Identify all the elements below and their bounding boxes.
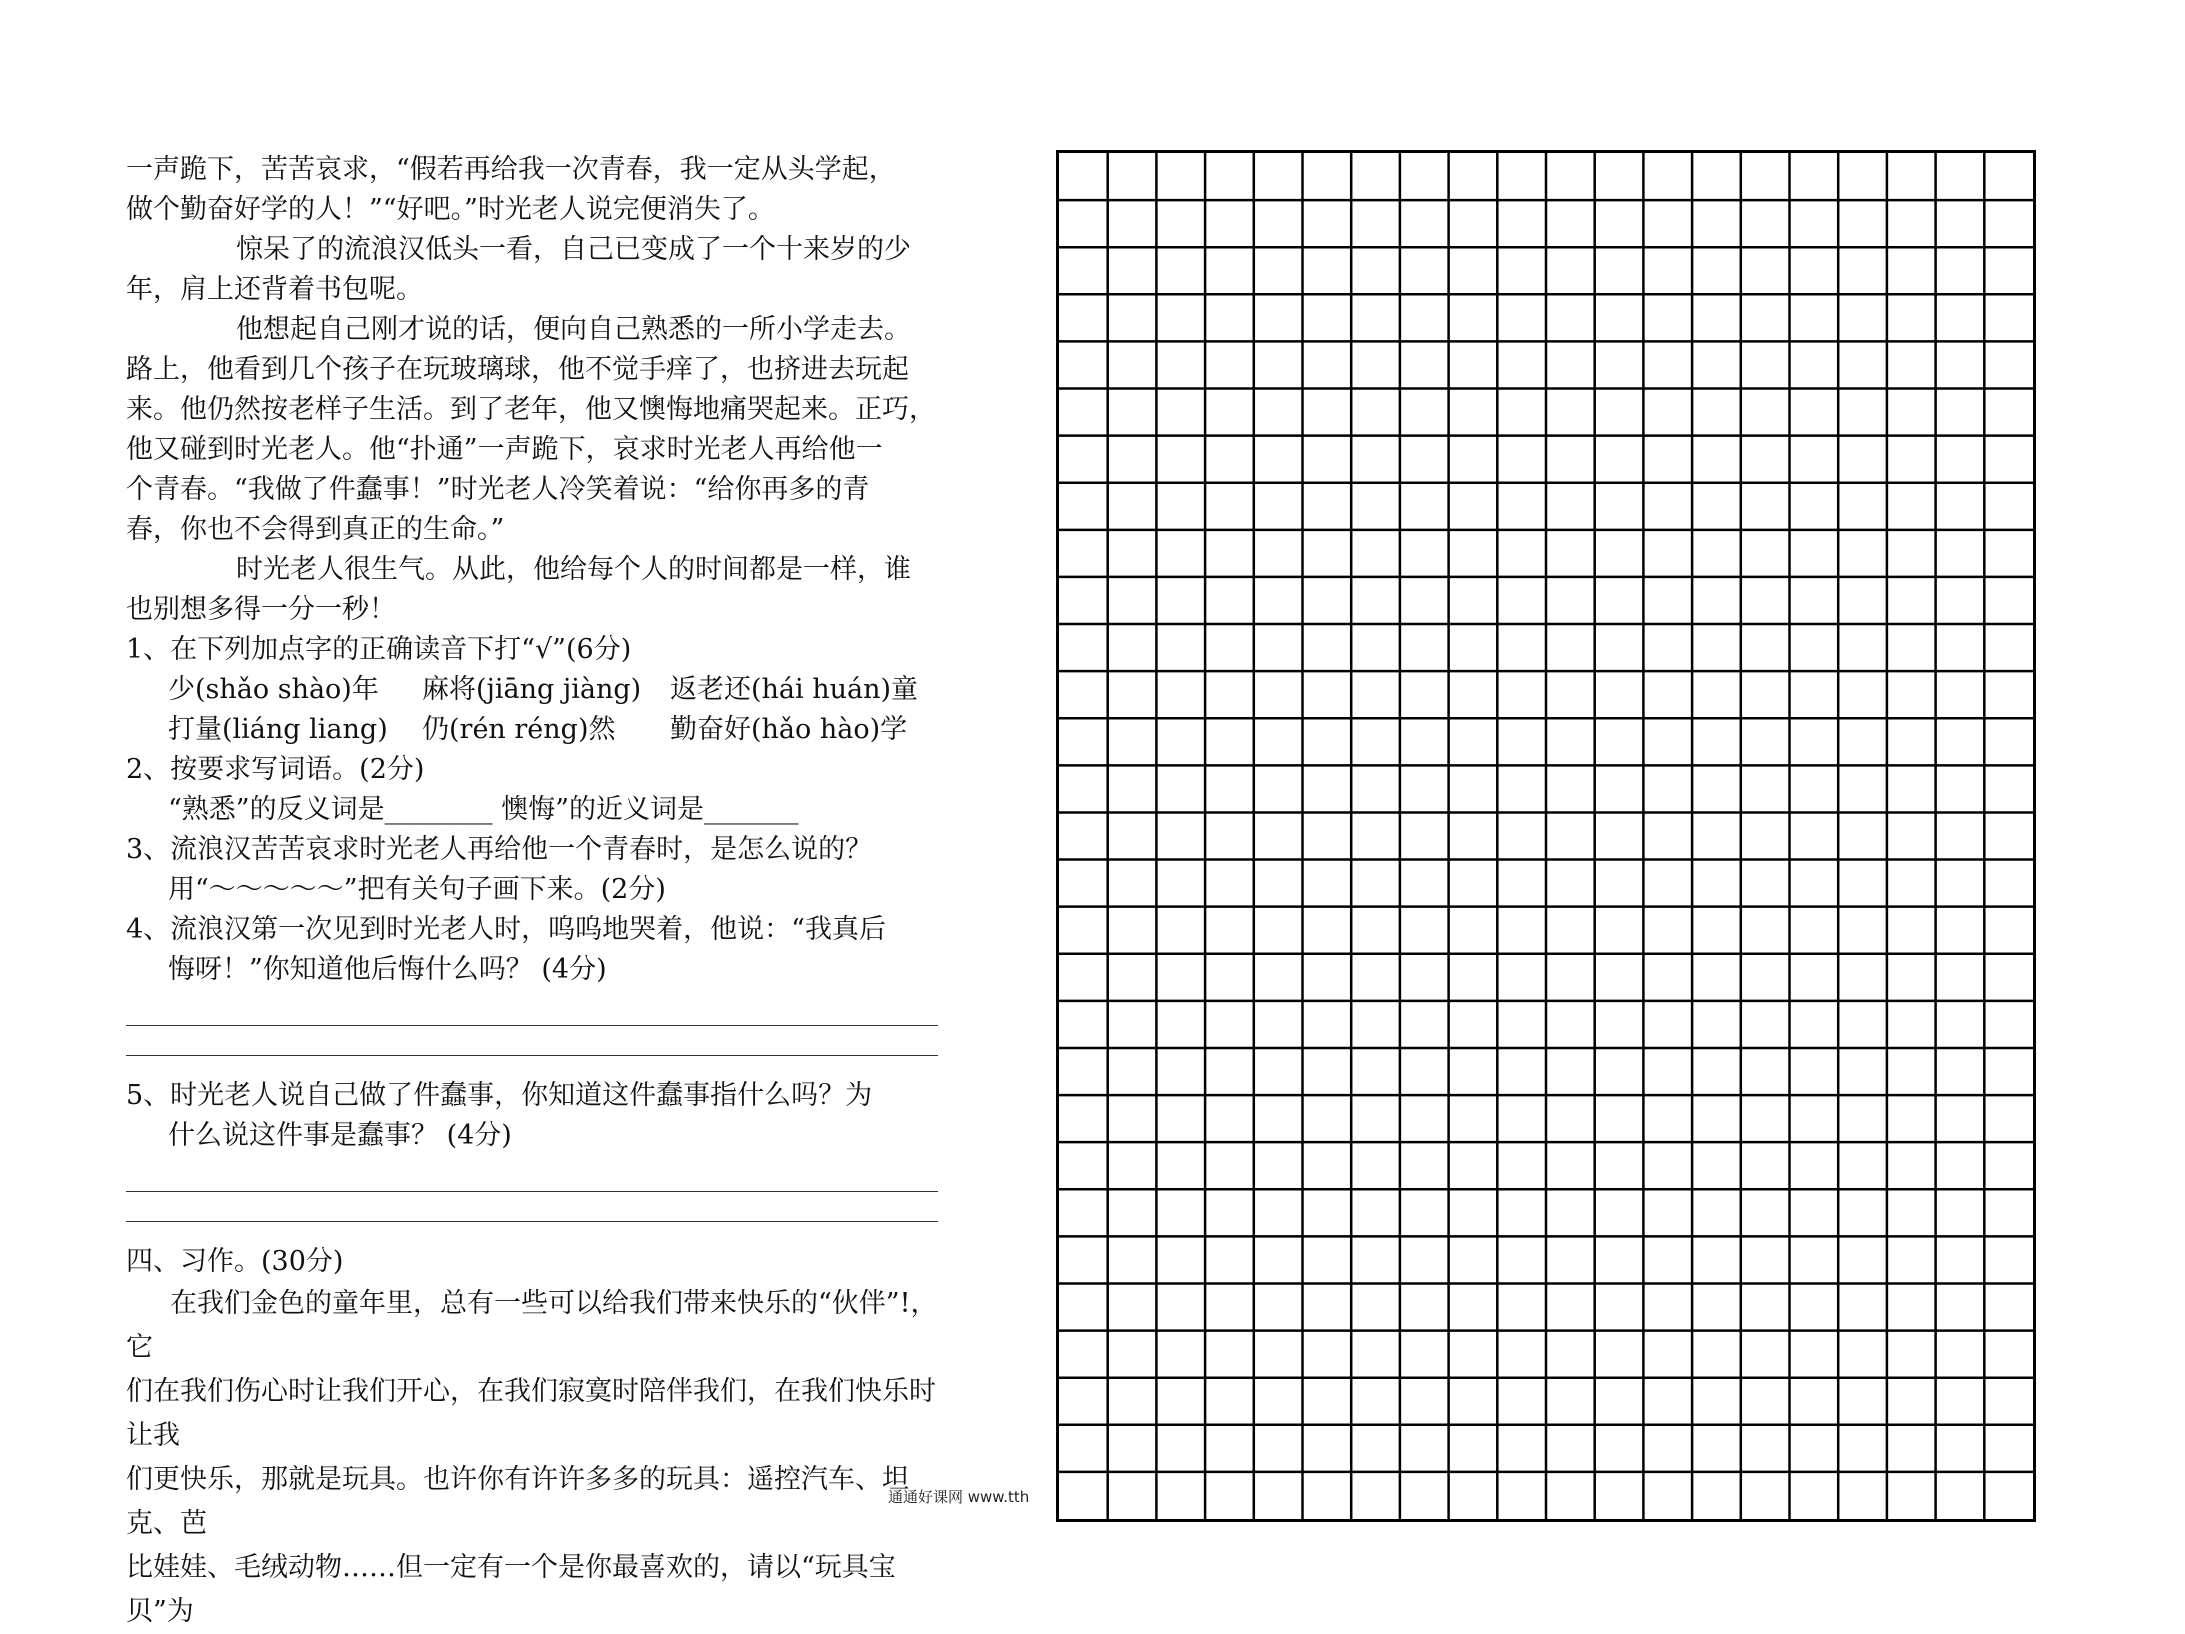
passage-line: 个青春。“我做了件蠢事！”时光老人冷笑着说：“给你再多的青 [126,474,870,505]
question-4-line-1: 4、流浪汉第一次见到时光老人时，呜呜地哭着，他说：“我真后 [126,914,886,945]
passage-line: 一声跪下，苦苦哀求，“假若再给我一次青春，我一定从头学起， [126,154,896,185]
question-2-blanks: “熟悉”的反义词是________ 懊悔”的近义词是_______ [168,794,799,825]
grid-lines [1059,153,2033,1519]
passage-line: 他想起自己刚才说的话，便向自己熟悉的一所小学走去。 [236,314,911,345]
question-3-line-2: 用“～～～～～”把有关句子画下来。(2分) [168,874,666,905]
question-2-title: 2、按要求写词语。(2分) [126,754,425,785]
pinyin-item: 返老还(hái huán)童 [670,674,919,705]
passage-line: 来。他仍然按老样子生活。到了老年，他又懊悔地痛哭起来。正巧， [126,394,936,425]
composition-grid[interactable] [1056,150,2036,1522]
question-3-line-1: 3、流浪汉苦苦哀求时光老人再给他一个青春时，是怎么说的？ [126,834,873,865]
passage-line: 做个勤奋好学的人！”“好吧。”时光老人说完便消失了。 [126,194,775,225]
passage-line: 也别想多得一分一秒！ [126,594,396,625]
essay-prompt-line: 们更快乐，那就是玩具。也许你有许许多多的玩具：遥控汽车、坦克、芭 [126,1464,909,1539]
section-4-title: 四、习作。(30分) [126,1246,344,1277]
question-5-line-1: 5、时光老人说自己做了件蠢事，你知道这件蠢事指什么吗？为 [126,1080,873,1111]
essay-prompt-line: 在我们金色的童年里，总有一些可以给我们带来快乐的“伙伴”!，它 [126,1288,938,1363]
answer-line[interactable] [126,1190,938,1192]
pinyin-item: 打量(liáng liang) [168,714,388,745]
reading-passage [126,150,944,630]
pinyin-item: 麻将(jiāng jiàng) [422,674,642,705]
pinyin-item: 仍(rén réng)然 [422,714,616,745]
essay-prompt-line: 们在我们伤心时让我们开心，在我们寂寞时陪伴我们，在我们快乐时让我 [126,1376,936,1451]
reading-column [126,150,944,1634]
question-4-line-2: 悔呀！”你知道他后悔什么吗？ (4分) [168,954,607,985]
footer-watermark: 通通好课网 www.tth [888,1488,1030,1506]
passage-line: 路上，他看到几个孩子在玩玻璃球，他不觉手痒了，也挤进去玩起 [126,354,909,385]
answer-line[interactable] [126,1054,938,1056]
answer-line[interactable] [126,1024,938,1026]
pinyin-item: 少(shǎo shào)年 [168,674,379,705]
essay-prompt-line: 比娃娃、毛绒动物……但一定有一个是你最喜欢的，请以“玩具宝贝”为 [126,1552,896,1627]
question-1-row-2 [126,710,944,750]
answer-line[interactable] [126,1220,938,1222]
question-1-title: 1、在下列加点字的正确读音下打“√”(6分) [126,634,632,665]
question-5-line-2: 什么说这件事是蠢事？ (4分) [168,1120,512,1151]
passage-line: 时光老人很生气。从此，他给每个人的时间都是一样，谁 [236,554,911,585]
question-1-row-1 [126,670,944,710]
pinyin-item: 勤奋好(hǎo hào)学 [670,714,908,745]
passage-line: 春，你也不会得到真正的生命。” [126,514,505,545]
passage-line: 年，肩上还背着书包呢。 [126,274,423,305]
passage-line: 他又碰到时光老人。他“扑通”一声跪下，哀求时光老人再给他一 [126,434,883,465]
passage-line: 惊呆了的流浪汉低头一看，自己已变成了一个十来岁的少 [236,234,911,265]
